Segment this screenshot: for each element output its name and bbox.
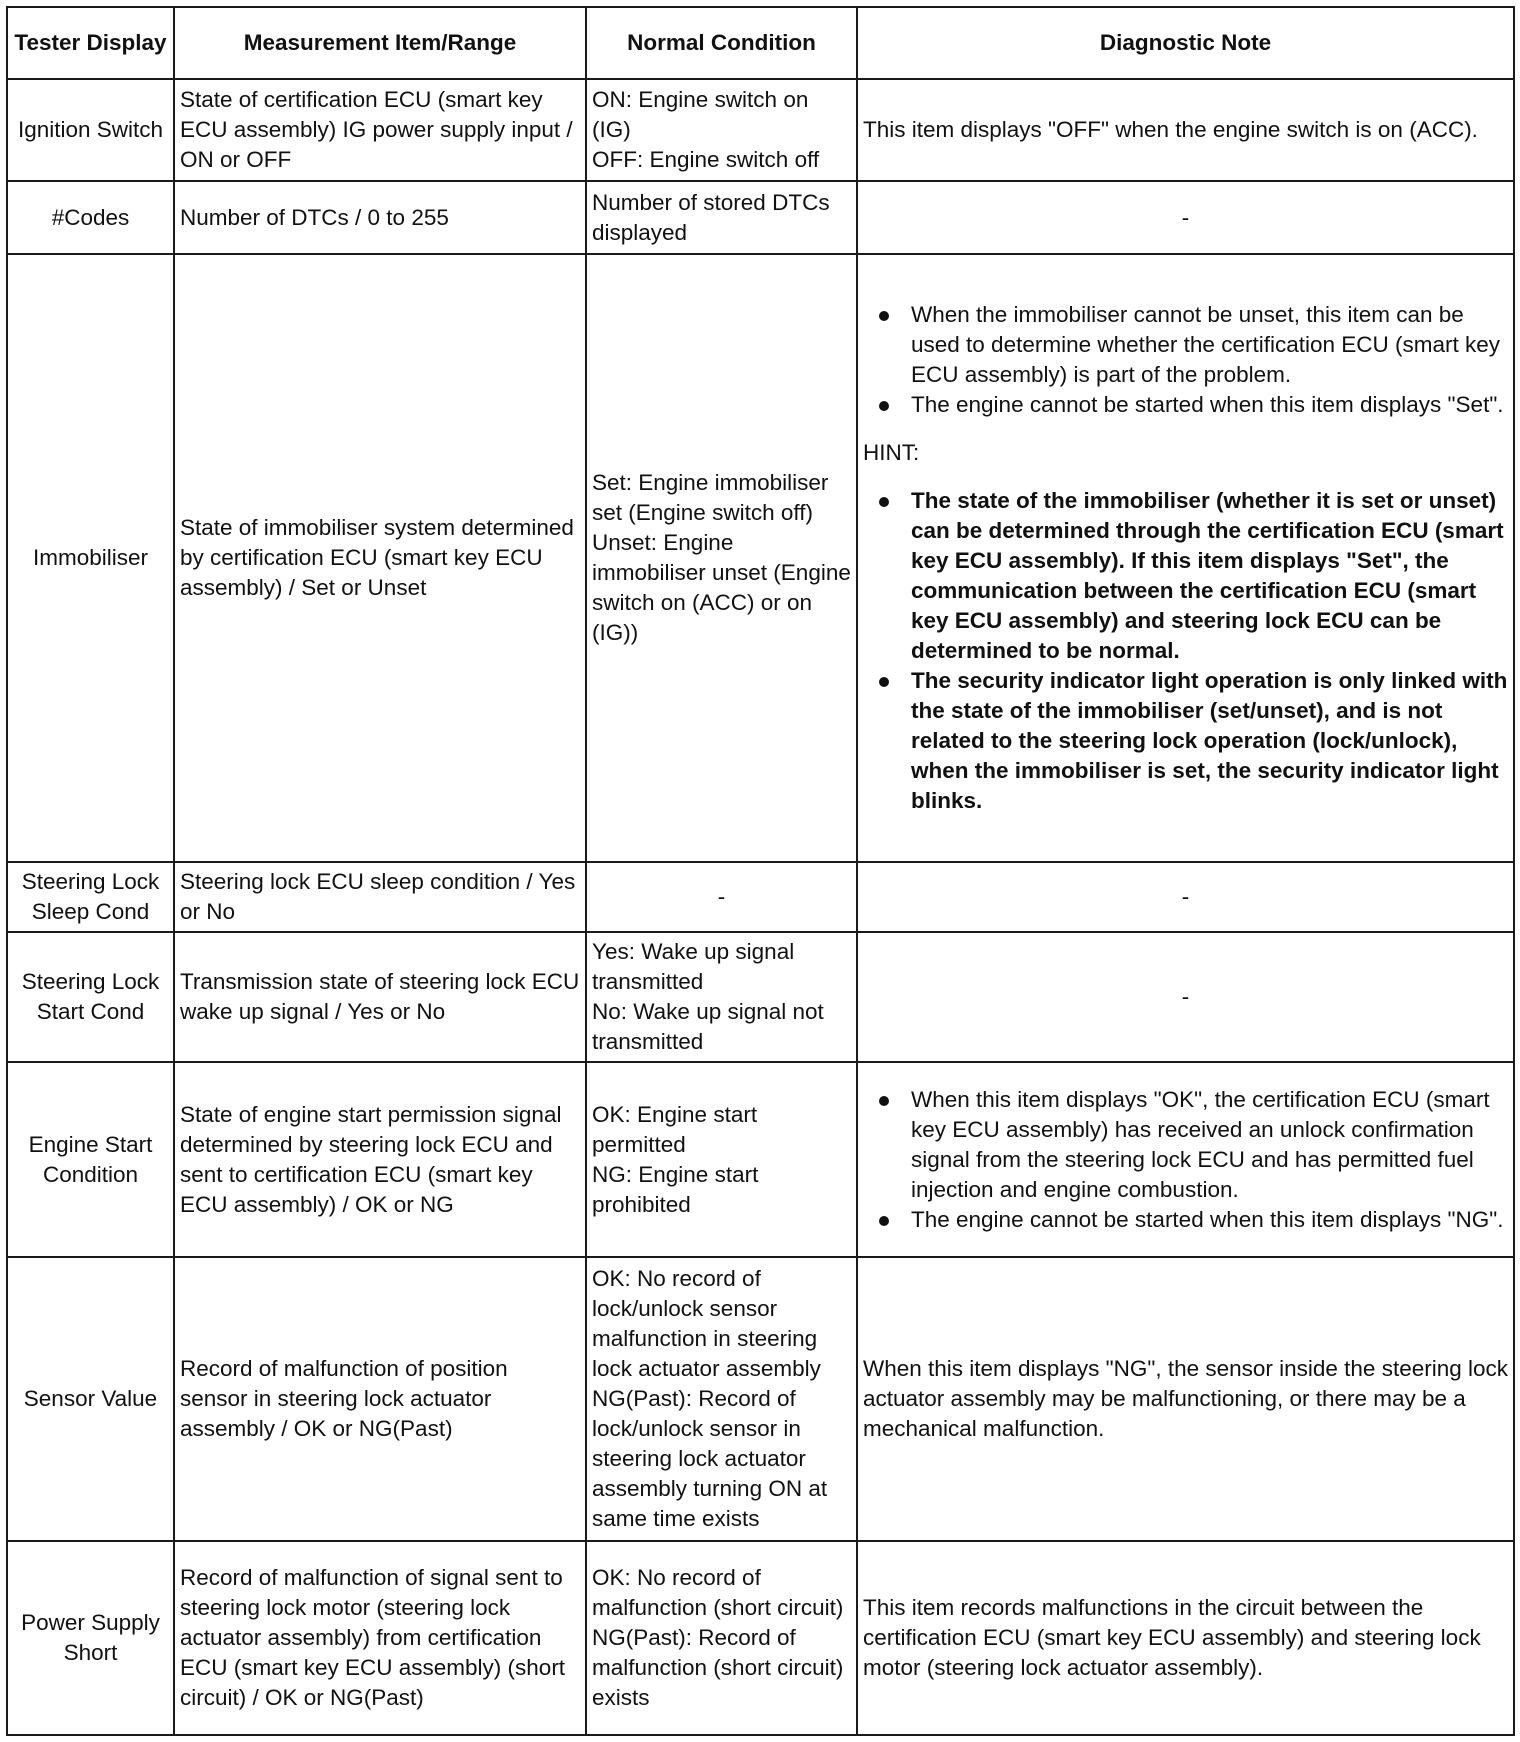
normal-condition-cell: Yes: Wake up signal transmitted No: Wake up signal not transmitted: [586, 932, 857, 1062]
normal-condition-cell: -: [586, 862, 857, 932]
tester-display-cell: Engine Start Condition: [7, 1062, 174, 1257]
table-row: [7, 254, 1514, 862]
measurement-item-cell: State of engine start permission signal determined by steering lock ECU and sent to certification ECU (smart key ECU assembly) / OK or NG: [174, 1062, 586, 1257]
tester-display-cell: Sensor Value: [7, 1257, 174, 1541]
hint-bullet: The security indicator light operation is only linked with the state of the immobiliser (set/unset), and is not related to the steering lock operation (lock/unlock), when the immobiliser is set, the security indicator light blinks.: [863, 666, 1508, 816]
tester-display-cell: Immobiliser: [7, 254, 174, 862]
diagnostic-note-cell: [857, 254, 1514, 862]
normal-condition-cell: OK: Engine start permitted NG: Engine start prohibited: [586, 1062, 857, 1257]
table-row: [7, 1062, 1514, 1257]
diagnostic-note-cell: -: [857, 932, 1514, 1062]
tester-display-cell: #Codes: [7, 181, 174, 254]
diagnostic-note-cell: -: [857, 862, 1514, 932]
measurement-item-cell: Number of DTCs / 0 to 255: [174, 181, 586, 254]
header-diagnostic-note: Diagnostic Note: [857, 7, 1514, 79]
table-row: [7, 1257, 1514, 1541]
normal-condition-cell: OK: No record of lock/unlock sensor malfunction in steering lock actuator assembly NG(Past): Record of lock/unlock sensor in steering lock actuator assembly turning ON at same time exists: [586, 1257, 857, 1541]
table-row: [7, 181, 1514, 254]
diagnostic-note-cell: -: [857, 181, 1514, 254]
diagnostic-note-cell: [857, 1062, 1514, 1257]
tester-display-cell: Steering Lock Sleep Cond: [7, 862, 174, 932]
measurement-item-cell: Record of malfunction of signal sent to steering lock motor (steering lock actuator assembly) from certification ECU (smart key ECU assembly) (short circuit) / OK or NG(Past): [174, 1541, 586, 1735]
hint-label: HINT:: [863, 440, 920, 465]
hint-bullet-list: [863, 486, 1508, 816]
note-bullet: When the immobiliser cannot be unset, this item can be used to determine whether the certification ECU (smart key ECU assembly) is part of the problem.: [863, 300, 1508, 390]
table-row: [7, 1541, 1514, 1735]
table-row: [7, 79, 1514, 181]
table-header-row: [7, 7, 1514, 79]
header-tester-display: Tester Display: [7, 7, 174, 79]
diagnostic-note-cell: This item displays "OFF" when the engine switch is on (ACC).: [857, 79, 1514, 181]
header-normal-condition: Normal Condition: [586, 7, 857, 79]
measurement-item-cell: Transmission state of steering lock ECU wake up signal / Yes or No: [174, 932, 586, 1062]
note-bullet: The engine cannot be started when this item displays "Set".: [863, 390, 1508, 420]
measurement-item-cell: State of immobiliser system determined by certification ECU (smart key ECU assembly) / Set or Unset: [174, 254, 586, 862]
note-bullet: The engine cannot be started when this item displays "NG".: [863, 1205, 1508, 1235]
hint-bullet: The state of the immobiliser (whether it is set or unset) can be determined through the certification ECU (smart key ECU assembly). If this item displays "Set", the communication between the certification ECU (smart key ECU assembly) and steering lock ECU can be determined to be normal.: [863, 486, 1508, 666]
tester-display-cell: Steering Lock Start Cond: [7, 932, 174, 1062]
normal-condition-cell: OK: No record of malfunction (short circuit) NG(Past): Record of malfunction (short circuit) exists: [586, 1541, 857, 1735]
normal-condition-cell: Set: Engine immobiliser set (Engine switch off) Unset: Engine immobiliser unset (Engine switch on (ACC) or on (IG)): [586, 254, 857, 862]
measurement-item-cell: State of certification ECU (smart key ECU assembly) IG power supply input / ON or OFF: [174, 79, 586, 181]
table-row: [7, 932, 1514, 1062]
normal-condition-cell: Number of stored DTCs displayed: [586, 181, 857, 254]
note-bullet-list: [863, 300, 1508, 420]
note-bullet-list: [863, 1085, 1508, 1235]
header-measurement-item: Measurement Item/Range: [174, 7, 586, 79]
tester-display-cell: Ignition Switch: [7, 79, 174, 181]
normal-condition-cell: ON: Engine switch on (IG) OFF: Engine switch off: [586, 79, 857, 181]
measurement-item-cell: Record of malfunction of position sensor in steering lock actuator assembly / OK or NG(Past): [174, 1257, 586, 1541]
diagnostic-note-cell: This item records malfunctions in the circuit between the certification ECU (smart key ECU assembly) and steering lock motor (steering lock actuator assembly).: [857, 1541, 1514, 1735]
diagnostic-data-table: [6, 6, 1515, 1736]
table-row: [7, 862, 1514, 932]
diagnostic-note-cell: When this item displays "NG", the sensor inside the steering lock actuator assembly may be malfunctioning, or there may be a mechanical malfunction.: [857, 1257, 1514, 1541]
note-bullet: When this item displays "OK", the certification ECU (smart key ECU assembly) has received an unlock confirmation signal from the steering lock ECU and has permitted fuel injection and engine combustion.: [863, 1085, 1508, 1205]
measurement-item-cell: Steering lock ECU sleep condition / Yes or No: [174, 862, 586, 932]
tester-display-cell: Power Supply Short: [7, 1541, 174, 1735]
